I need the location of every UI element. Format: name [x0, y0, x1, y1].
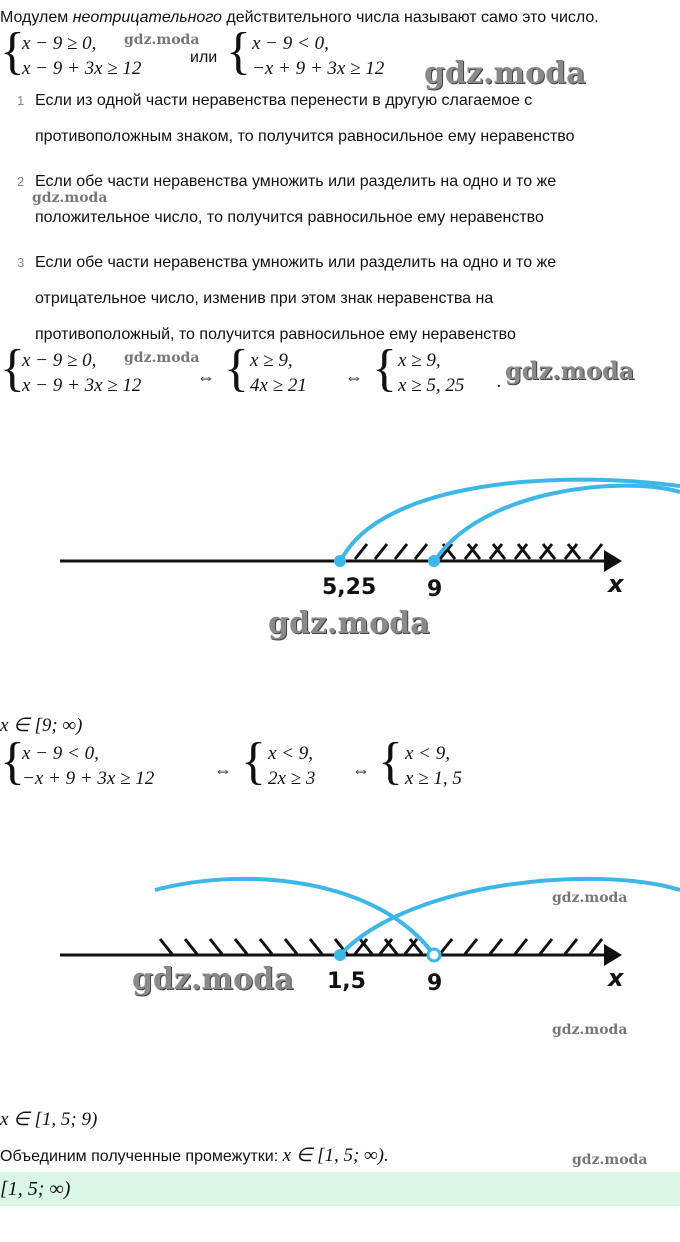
point-9: [428, 555, 440, 567]
equiv-arrow: ⇔: [345, 367, 363, 387]
result-2: x ∈ [1, 5; 9): [0, 1109, 98, 1130]
case2-a2: −x + 9 + 3x ≥ 12: [22, 768, 155, 789]
intro-text: [0, 8, 599, 28]
rule-line: противоположный, то получится равносильное ему неравенство: [35, 326, 516, 343]
rule-line: отрицательное число, изменив при этом знак неравенства на: [35, 290, 494, 307]
label-9: 9: [427, 971, 443, 996]
watermark: gdz.moda: [552, 1022, 628, 1038]
brace: {: [378, 733, 403, 790]
equiv-arrow: ⇔: [197, 367, 215, 387]
case2-c2: x ≥ 1, 5: [405, 768, 462, 789]
rule-number: 1: [17, 93, 25, 108]
answer-value: [1, 5; ∞): [0, 1178, 71, 1200]
watermark: gdz.moda: [424, 56, 586, 91]
watermark: gdz.moda: [505, 356, 635, 385]
case1-c2: x ≥ 5, 25: [398, 375, 465, 396]
system-top-right-row1: x − 9 < 0,: [252, 33, 329, 54]
system-top-left-row2: x − 9 + 3x ≥ 12: [22, 58, 142, 79]
watermark: gdz.moda: [552, 890, 628, 906]
brace: {: [241, 733, 266, 790]
rule-number: 3: [17, 255, 25, 270]
result-1: x ∈ [9; ∞): [0, 715, 83, 736]
watermark: gdz.moda: [572, 1152, 648, 1168]
axis-label-x: x: [608, 570, 624, 598]
union-math: x ∈ [1, 5; ∞).: [282, 1145, 389, 1166]
case2-b1: x < 9,: [268, 743, 314, 764]
system-top-right-row2: −x + 9 + 3x ≥ 12: [252, 58, 385, 79]
left-brace: {: [0, 23, 25, 80]
watermark: gdz.moda: [268, 606, 430, 641]
arc-from-5-25: [340, 480, 680, 562]
equiv-arrow: ⇔: [352, 760, 370, 780]
number-line-1: [0, 470, 680, 610]
brace: {: [0, 733, 25, 790]
right-brace: {: [226, 23, 251, 80]
rule-number: 2: [17, 174, 25, 189]
case1-c1: x ≥ 9,: [398, 350, 441, 371]
or-label: или: [190, 49, 218, 66]
intro-suffix: действительного числа называют само это число.: [221, 9, 599, 26]
label-1-5: 1,5: [327, 969, 366, 994]
point-5-25: [334, 555, 346, 567]
intro-italic: неотрицательного: [72, 9, 222, 26]
case1-a2: x − 9 + 3x ≥ 12: [22, 375, 142, 396]
union-line: [0, 1146, 389, 1167]
point-1-5: [334, 949, 346, 961]
intro-prefix: Модулем: [0, 9, 73, 26]
case2-c1: x < 9,: [405, 743, 451, 764]
label-5-25: 5,25: [322, 575, 377, 600]
axis-arrow: [604, 944, 622, 966]
rule-line: противоположным знаком, то получится равносильное ему неравенство: [35, 128, 575, 145]
rule-line: Если из одной части неравенства перенести в другую слагаемое с: [35, 92, 533, 109]
watermark: gdz.moda: [132, 962, 294, 997]
system-case2: [0, 733, 680, 795]
brace: {: [224, 340, 249, 397]
hatch-from-9: [443, 544, 580, 559]
rule-line: Если обе части неравенства умножить или разделить на одно и то же: [35, 254, 557, 271]
axis-label-x: x: [608, 964, 624, 992]
watermark: gdz.moda: [32, 190, 108, 206]
axis-arrow: [604, 550, 622, 572]
union-text: Объединим полученные промежутки:: [0, 1148, 283, 1165]
equiv-arrow: ⇔: [214, 760, 232, 780]
watermark: gdz.moda: [124, 350, 200, 366]
brace: {: [372, 340, 397, 397]
case2-a1: x − 9 < 0,: [22, 743, 99, 764]
watermark: gdz.moda: [124, 32, 200, 48]
number-line-2: [0, 860, 680, 1000]
brace: {: [0, 340, 25, 397]
case1-a1: x − 9 ≥ 0,: [22, 350, 97, 371]
case2-b2: 2x ≥ 3: [268, 768, 316, 789]
case1-b1: x ≥ 9,: [250, 350, 293, 371]
label-9: 9: [427, 577, 443, 602]
system-top-left-row1: x − 9 ≥ 0,: [22, 33, 97, 54]
point-9-open: [428, 949, 440, 961]
rule-line: положительное число, то получится равносильное ему неравенство: [35, 209, 544, 226]
answer-box: [0, 1172, 680, 1206]
rule-line: Если обе части неравенства умножить или разделить на одно и то же: [35, 173, 557, 190]
arc-from-1-5: [340, 879, 680, 955]
case1-b2: 4x ≥ 21: [250, 375, 307, 396]
period: .: [497, 371, 502, 392]
